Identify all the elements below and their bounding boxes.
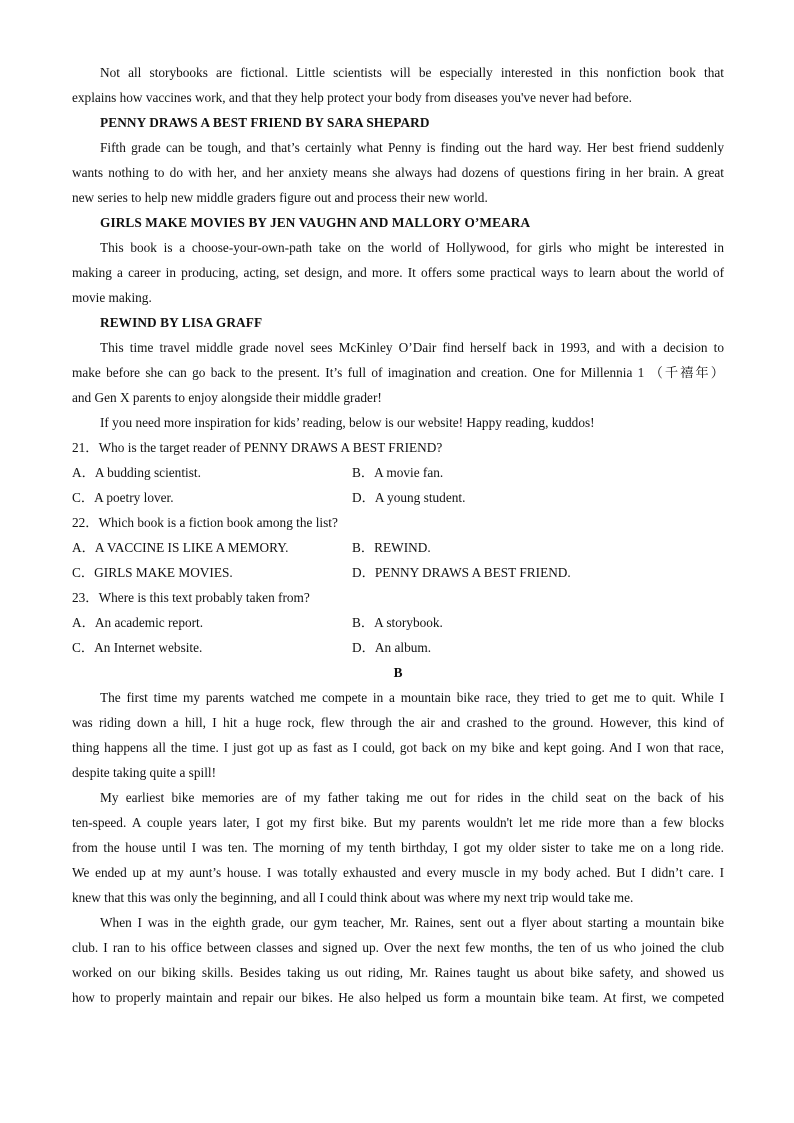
book-desc-line: making a career in producing, acting, set design, and more. It offers some practical ways to learn about the world of	[72, 265, 724, 280]
option-row	[72, 485, 724, 510]
book-desc-line: and Gen X parents to enjoy alongside their middle grader!	[72, 390, 382, 405]
option-row	[72, 460, 724, 485]
intro-line: explains how vaccines work, and that they help protect your body from diseases you've never had before.	[72, 90, 632, 105]
answer-option[interactable]: C．A poetry lover.	[72, 490, 174, 505]
option-row	[72, 535, 724, 560]
answer-option[interactable]: C．An Internet website.	[72, 640, 203, 655]
passage-line: worked on our biking skills. Besides taking us out riding, Mr. Raines taught us about bike safety, and showed us	[72, 965, 724, 980]
answer-option[interactable]: B．A storybook.	[352, 615, 443, 630]
answer-option[interactable]: D．A young student.	[352, 490, 466, 505]
answer-option[interactable]: D．PENNY DRAWS A BEST FRIEND.	[352, 565, 571, 580]
book-desc-line: Fifth grade can be tough, and that’s certainly what Penny is finding out the hard way. Her best friend suddenly	[100, 140, 724, 155]
document-page	[72, 60, 724, 1010]
question-stem: 23．Where is this text probably taken from?	[72, 590, 310, 605]
book-title: REWIND BY LISA GRAFF	[100, 315, 263, 330]
passage-line: ten-speed. A couple years later, I got my first bike. But my parents wouldn't let me ride more than a few blocks	[72, 815, 724, 830]
closing-line: If you need more inspiration for kids’ reading, below is our website! Happy reading, kuddos!	[100, 415, 595, 430]
book-desc-line: make before she can go back to the present. It’s full of imagination and creation. One for Millennia 1 （千禧年）	[72, 365, 724, 380]
book-desc-line: This book is a choose-your-own-path take on the world of Hollywood, for girls who might be interested in	[100, 240, 724, 255]
passage-line: from the house until I was ten. The morning of my tenth birthday, I got my older sister to take me on a long ride.	[72, 840, 724, 855]
passage-line: was riding down a hill, I hit a huge rock, flew through the air and crashed to the ground. However, this kind of	[72, 715, 724, 730]
passage-line: despite taking quite a spill!	[72, 765, 217, 780]
book-title: GIRLS MAKE MOVIES BY JEN VAUGHN AND MALLORY O’MEARA	[100, 215, 531, 230]
book-desc-line: wants nothing to do with her, and her anxiety means she always had dozens of questions firing in her brain. A great	[72, 165, 724, 180]
book-desc-line: movie making.	[72, 290, 152, 305]
passage-line: When I was in the eighth grade, our gym teacher, Mr. Raines, sent out a flyer about starting a mountain bike	[100, 915, 724, 930]
passage-line: how to properly maintain and repair our bikes. He also helped us form a mountain bike team. At first, we competed	[72, 990, 724, 1005]
passage-line: knew that this was only the beginning, and all I could think about was where my next trip would take me.	[72, 890, 634, 905]
answer-option[interactable]: A．A budding scientist.	[72, 465, 201, 480]
answer-option[interactable]: A．An academic report.	[72, 615, 204, 630]
answer-option[interactable]: B．REWIND.	[352, 540, 431, 555]
answer-option[interactable]: A．A VACCINE IS LIKE A MEMORY.	[72, 540, 289, 555]
passage-line: thing happens all the time. I just got up as fast as I could, got back on my bike and kept going. And I won that race,	[72, 740, 724, 755]
passage-line: We ended up at my aunt’s house. I was totally exhausted and every muscle in my body ached. But I didn’t care. I	[72, 865, 724, 880]
book-title: PENNY DRAWS A BEST FRIEND BY SARA SHEPARD	[100, 115, 430, 130]
section-heading: B	[393, 665, 403, 680]
intro-line: Not all storybooks are fictional. Little scientists will be especially interested in this nonfiction book that	[100, 65, 724, 80]
option-row	[72, 610, 724, 635]
question-stem: 21．Who is the target reader of PENNY DRAWS A BEST FRIEND?	[72, 440, 443, 455]
book-desc-line: new series to help new middle graders figure out and process their new world.	[72, 190, 488, 205]
answer-option[interactable]: D．An album.	[352, 640, 432, 655]
book-desc-line: This time travel middle grade novel sees McKinley O’Dair find herself back in 1993, and with a decision to	[100, 340, 724, 355]
passage-line: The first time my parents watched me compete in a mountain bike race, they tried to get me to quit. While I	[100, 690, 724, 705]
option-row	[72, 635, 724, 660]
passage-line: My earliest bike memories are of my father taking me out for rides in the child seat on the back of his	[100, 790, 724, 805]
answer-option[interactable]: B．A movie fan.	[352, 465, 444, 480]
answer-option[interactable]: C．GIRLS MAKE MOVIES.	[72, 565, 233, 580]
question-stem: 22．Which book is a fiction book among the list?	[72, 515, 338, 530]
option-row	[72, 560, 724, 585]
passage-line: club. I ran to his office between classes and signed up. Over the next few months, the ten of us who joined the club	[72, 940, 724, 955]
